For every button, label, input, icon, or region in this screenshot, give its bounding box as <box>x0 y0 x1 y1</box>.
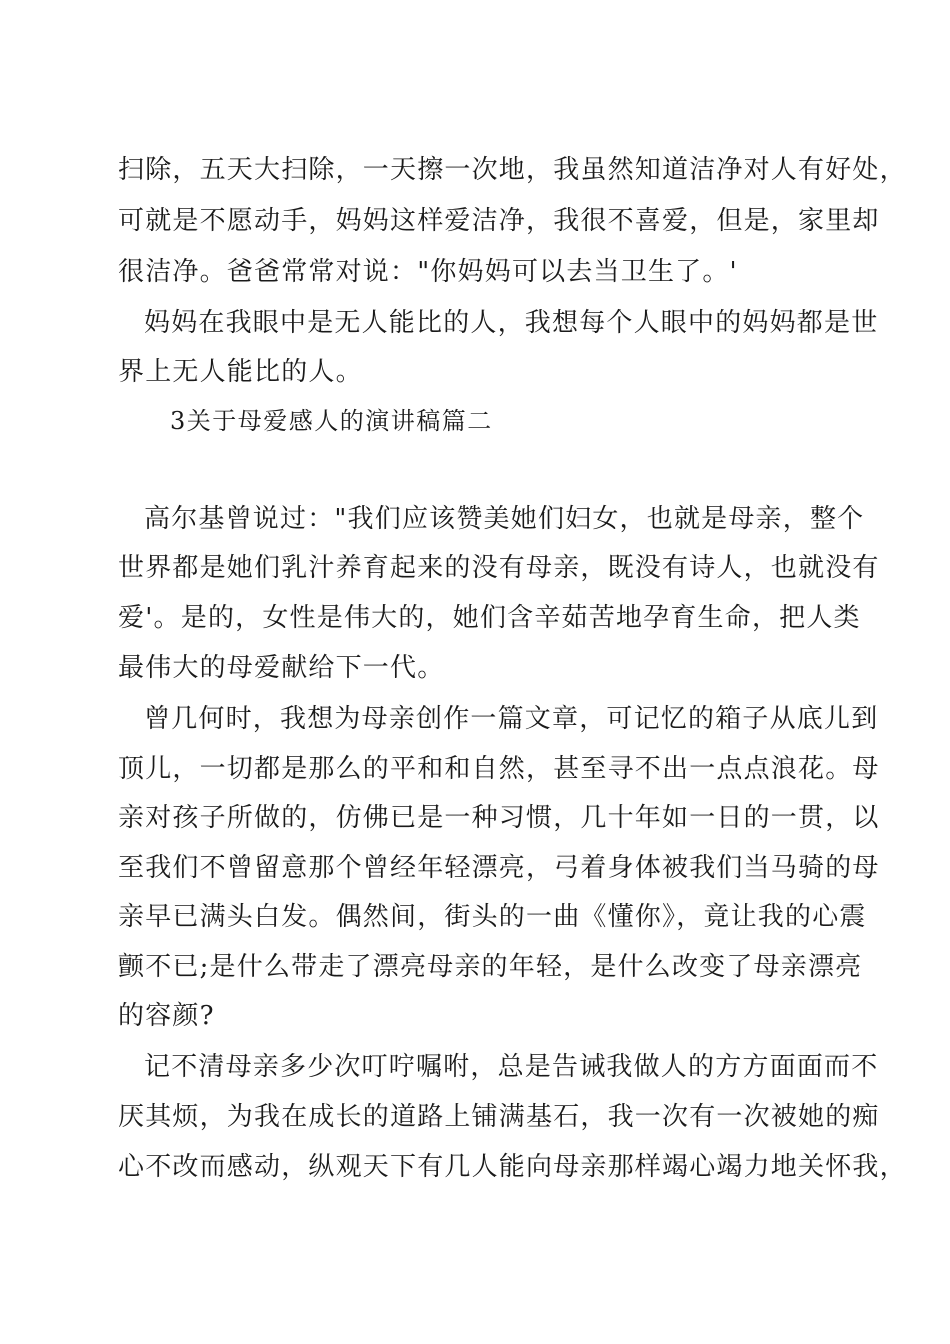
paragraph-line: 的容颜? <box>118 1001 215 1031</box>
paragraph-line: 世界都是她们乳汁养育起来的没有母亲，既没有诗人，也就没有 <box>118 553 880 583</box>
paragraph-line: 顶儿，一切都是那么的平和和自然，甚至寻不出一点点浪花。母 <box>118 754 880 784</box>
paragraph-line: 扫除，五天大扫除，一天擦一次地，我虽然知道洁净对人有好处， <box>118 155 907 185</box>
paragraph-line: 曾几何时，我想为母亲创作一篇文章，可记忆的箱子从底儿到 <box>144 704 879 734</box>
paragraph-line: 记不清母亲多少次叮咛嘱咐，总是告诫我做人的方方面面而不 <box>144 1052 879 1082</box>
paragraph-line: 心不改而感动，纵观天下有几人能向母亲那样竭心竭力地关怀我， <box>118 1152 907 1182</box>
section-heading: 3关于母爱感人的演讲稿篇二 <box>170 407 493 435</box>
paragraph-line: 至我们不曾留意那个曾经年轻漂亮，弓着身体被我们当马骑的母 <box>118 853 880 883</box>
paragraph-line: 可就是不愿动手，妈妈这样爱洁净，我很不喜爱，但是，家里却 <box>118 206 880 236</box>
paragraph-line: 高尔基曾说过："我们应该赞美她们妇女，也就是母亲，整个 <box>144 504 865 534</box>
paragraph-line: 颤不已;是什么带走了漂亮母亲的年轻，是什么改变了母亲漂亮 <box>118 952 863 982</box>
paragraph-line: 亲早已满头白发。偶然间，街头的一曲《懂你》，竟让我的心震 <box>118 902 867 932</box>
paragraph-line: 爱'。是的，女性是伟大的，她们含辛茹苦地孕育生命，把人类 <box>118 603 861 633</box>
paragraph-line: 很洁净。爸爸常常对说："你妈妈可以去当卫生了。' <box>118 257 738 287</box>
paragraph-line: 厌其烦，为我在成长的道路上铺满基石，我一次有一次被她的痴 <box>118 1102 880 1132</box>
paragraph-line: 妈妈在我眼中是无人能比的人，我想每个人眼中的妈妈都是世 <box>144 308 879 338</box>
paragraph-line: 界上无人能比的人。 <box>118 357 363 387</box>
paragraph-line: 亲对孩子所做的，仿佛已是一种习惯，几十年如一日的一贯，以 <box>118 803 880 833</box>
paragraph-line: 最伟大的母爱献给下一代。 <box>118 653 445 683</box>
